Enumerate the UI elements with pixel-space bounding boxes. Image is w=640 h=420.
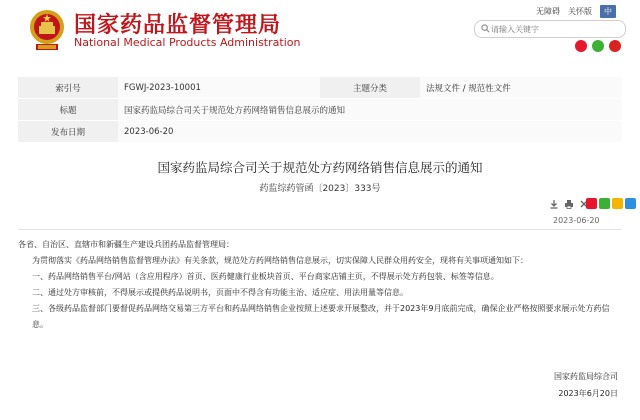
site-name-english: National Medical Products Administration [74,36,301,49]
publish-date-label: 发布日期 [18,121,118,143]
care-mode-link[interactable]: 关怀版 [568,7,592,16]
share-weibo-icon[interactable] [586,198,597,209]
paragraph: 为贯彻落实《药品网络销售监督管理办法》有关条款，规范处方药网络销售信息展示，切实保障人民群众用药安全，现将有关事项通知如下： [32,256,528,265]
article-body [18,237,622,333]
article-date: 2023-06-20 [553,216,600,225]
signature-date: 2023年6月20日 [558,389,618,398]
site-header [0,0,640,60]
share-qzone-icon[interactable] [612,198,623,209]
index-value: FGWJ-2023-10001 [118,77,320,99]
category-label: 主题分类 [320,77,420,99]
index-label: 索引号 [18,77,118,99]
category-value: 法规文件 / 规范性文件 [420,77,622,99]
paragraph: 一、药品网络销售平台/网站（含应用程序）首页、医药健康行业板块首页、平台商家店铺主页，不得展示处方药包装、标签等信息。 [32,272,499,281]
paragraph: 三、各级药品监督部门要督促药品网络交易第三方平台和药品网络销售企业按照上述要求开展整改，并于2023年9月底前完成，确保企业严格按照要求展示处方药信息。 [32,304,610,329]
social-links [575,40,621,52]
share-qq-icon[interactable] [625,198,636,209]
language-switch-button[interactable]: 中 [600,5,616,18]
app-icon[interactable] [609,40,621,52]
info-row [18,99,622,121]
article-tools [549,199,589,209]
share-wechat-icon[interactable] [599,198,610,209]
signature-org: 国家药监局综合司 [554,372,618,381]
search-input[interactable] [491,21,617,37]
weibo-icon[interactable] [575,40,587,52]
title-label: 标题 [18,99,118,121]
share-buttons [586,198,636,209]
download-icon[interactable] [549,199,559,209]
publish-date-value: 2023-06-20 [118,121,622,143]
accessibility-link[interactable]: 无障碍 [536,7,560,16]
search-box [474,20,626,38]
info-row [18,77,622,99]
national-emblem-icon [28,7,66,53]
paragraph: 二、通过处方审核前，不得展示或提供药品说明书，页面中不得含有功能主治、适应症、用法用量等信息。 [32,288,408,297]
document-info-table [18,77,622,143]
title-value: 国家药监局综合司关于规范处方药网络销售信息展示的通知 [118,99,622,121]
search-icon[interactable] [481,24,490,33]
article-title: 国家药监局综合司关于规范处方药网络销售信息展示的通知 [157,160,483,175]
print-icon[interactable] [564,199,574,209]
divider [18,229,622,230]
salutation: 各省、自治区、直辖市和新疆生产建设兵团药品监督管理局： [18,240,234,249]
signature [554,368,618,402]
document-number: 药监综药管函〔2023〕333号 [259,184,381,194]
site-name[interactable]: 国家药品监督管理局 [74,13,282,38]
top-links [536,5,616,18]
wechat-icon[interactable] [592,40,604,52]
info-row [18,121,622,143]
